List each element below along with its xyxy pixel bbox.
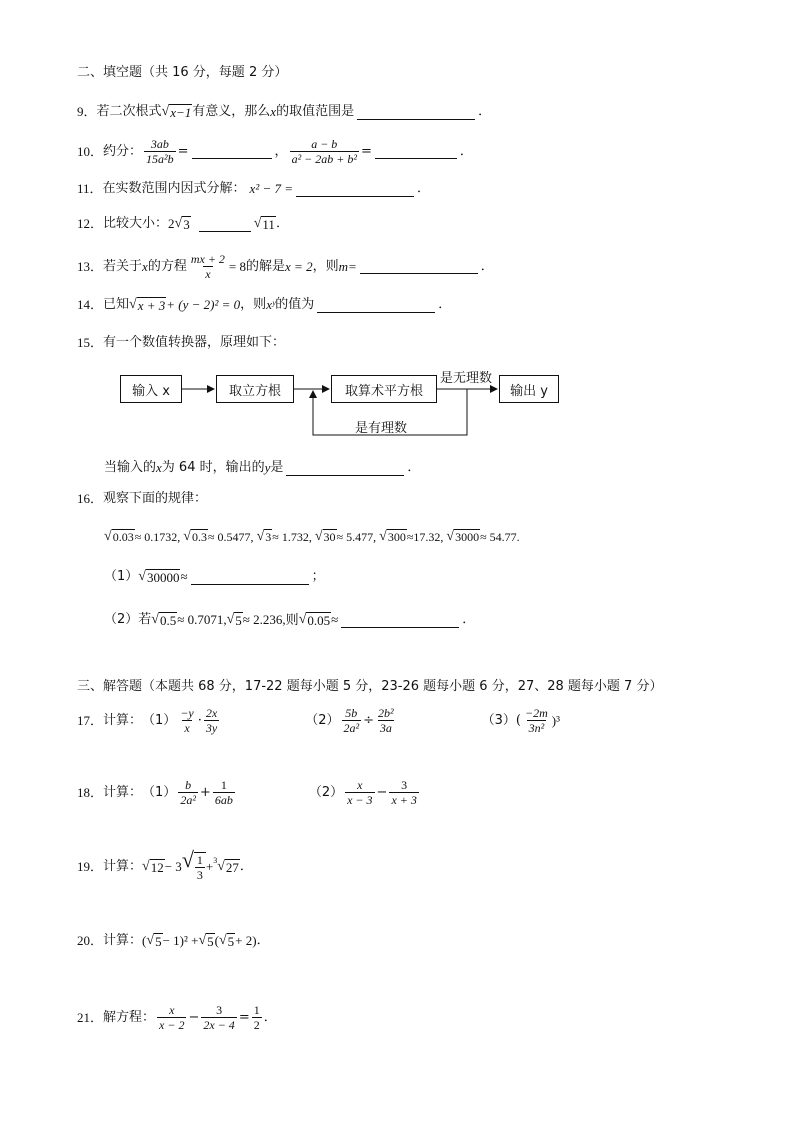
flow-box-input: 输入 x [120,375,182,403]
question-13: 13． 若关于 x 的方程 $\frac{mx + 2}{x}$ = 8 的解是 x = 2 ，则 m= ． [77,252,494,281]
question-10: 10． 约分： $\frac{3ab}{\text{15a²b}}$ = ， $\frac{a - b}{\text{a² − 2ab + b²}}$ = ． [77,137,473,166]
question-16: 16． 观察下面的规律： [77,491,208,506]
flow-label-irrational: 是无理数 [440,371,493,386]
pattern-root: √ 0.3 [183,529,207,544]
question-12: 12． 比较大小： 2 √ 3 √ 11 ． [77,216,289,232]
question-15-prompt: 当输入的 x 为 64 时，输出的 y 是 ． [104,460,421,475]
flow-box-square-root: 取算术平方根 [331,375,437,403]
flow-arrows [0,0,794,460]
question-9: 9． 若二次根式 √ x−1 有意义，那么 x 的取值范围是 ． [77,104,492,120]
question-11: 11． 在实数范围内因式分解： x² − 7 = ． [77,181,431,196]
answer-blank-16b[interactable] [341,613,459,628]
question-17: 17． 计算： （1） $\frac{-y}{x}$ · $\frac{2x}{3y}$ （2） $\frac{5b}{\text{2a²}}$ ÷ $\frac{\text{2b²}}{3a}$ （3） ( $\frac{-2m}{\text{3n²}}$ )³ [77,706,560,735]
section-2-title: 二、填空题（共 16 分，每题 2 分） [77,65,288,80]
pattern-value: ≈ 54.77. [480,530,520,544]
answer-blank-15[interactable] [286,461,404,476]
question-16-pattern [104,528,523,546]
pattern-value: ≈ 5.477, [336,530,377,544]
pattern-root: √ 300 [379,529,406,544]
question-16-part-2: （2）若 √ 0.5 ≈ 0.7071, √ 5 ≈ 2.236,则 √ 0.05 ≈ ． [104,612,476,628]
question-16-part-1: （1） √ 30000 ≈ ； [104,569,325,585]
question-14: 14． 已知 √ x + 3 + (y − 2)² = 0 ，则 xʸ 的值为 ． [77,297,452,313]
question-21: 21． 解方程： $\frac{x}{x - 2}$ − $\frac{3}{2x - 4}$ = $\frac{1}{2}$ ． [77,1003,277,1032]
pattern-root: √ 3 [256,529,272,544]
answer-blank-16a[interactable] [191,570,309,585]
question-19: 19． 计算： √ 12 − 3 √ $\frac{1}{3}$ + 3 √ 27 ． [77,847,253,882]
flow-label-rational: 是有理数 [355,421,408,436]
pattern-root: √ 0.03 [104,529,134,544]
section-3-title: 三、解答题（本题共 68 分，17-22 题每小题 5 分，23-26 题每小题 6 分，27、28 题每小题 7 分） [77,679,663,694]
flow-box-output: 输出 y [499,375,559,403]
pattern-root: √ 3000 [446,529,480,544]
pattern-value: ≈17.32, [406,530,444,544]
pattern-root: √ 30 [314,529,336,544]
question-18: 18． 计算： （1） $\frac{b}{\text{2a²}}$ + $\frac{1}{6ab}$ （2） $\frac{x}{x - 3}$ − $\frac{3}{x + 3}$ [77,778,417,807]
question-20: 20． 计算： ( √ 5 − 1)² + √ 5 ( √ 5 + 2) ． [77,933,270,949]
question-15: 15． 有一个数值转换器，原理如下： [77,335,286,350]
pattern-value: ≈ 0.5477, [207,530,254,544]
pattern-value: ≈ 1.732, [272,530,312,544]
flow-box-cube-root: 取立方根 [216,375,294,403]
pattern-value: ≈ 0.1732, [134,530,181,544]
